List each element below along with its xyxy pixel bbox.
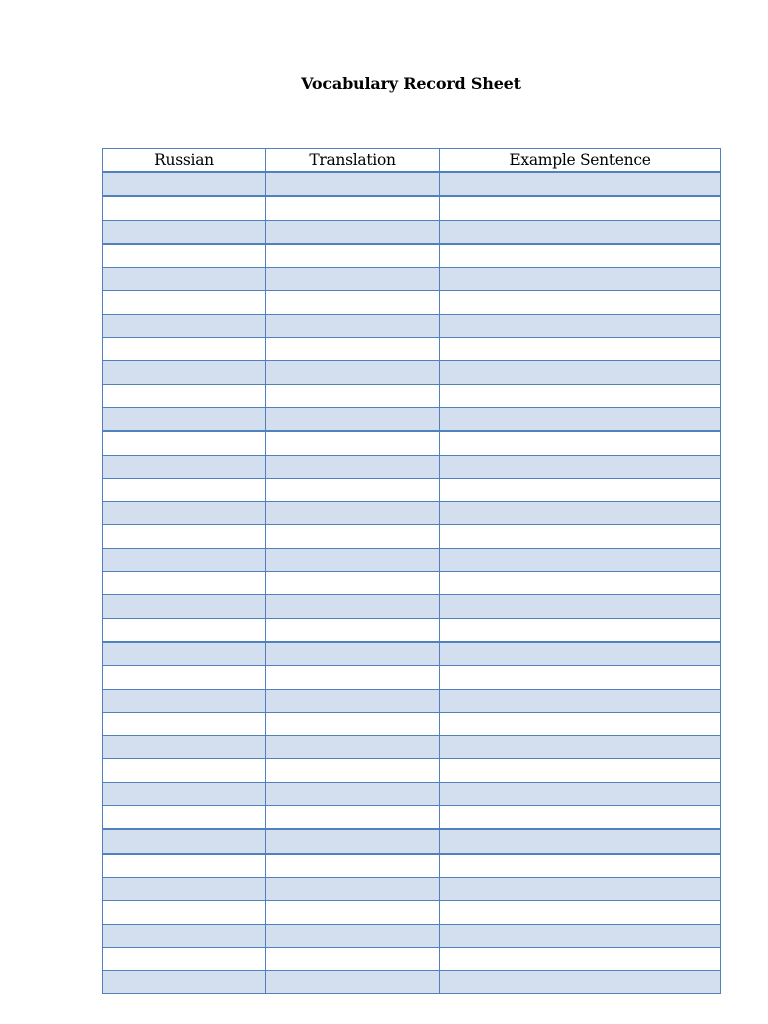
russian-cell[interactable]	[103, 854, 266, 878]
table-row	[103, 407, 721, 431]
example-sentence-cell[interactable]	[440, 901, 721, 924]
table-row	[103, 244, 721, 268]
russian-cell[interactable]	[103, 548, 266, 571]
russian-cell[interactable]	[103, 314, 266, 337]
table-row	[103, 877, 721, 900]
table-row	[103, 361, 721, 384]
example-sentence-cell[interactable]	[440, 314, 721, 337]
table-row	[103, 338, 721, 361]
table-row	[103, 314, 721, 337]
table-row	[103, 268, 721, 291]
table-row	[103, 455, 721, 478]
russian-cell[interactable]	[103, 407, 266, 431]
example-sentence-cell[interactable]	[440, 759, 721, 782]
translation-cell[interactable]	[266, 220, 440, 244]
russian-cell[interactable]	[103, 924, 266, 947]
table-row	[103, 689, 721, 712]
example-sentence-cell[interactable]	[440, 172, 721, 196]
table-row	[103, 666, 721, 689]
example-sentence-cell[interactable]	[440, 291, 721, 314]
column-header-russian: Russian	[103, 149, 266, 173]
translation-cell[interactable]	[266, 172, 440, 196]
translation-cell[interactable]	[266, 618, 440, 642]
russian-cell[interactable]	[103, 618, 266, 642]
translation-cell[interactable]	[266, 338, 440, 361]
russian-cell[interactable]	[103, 244, 266, 268]
table-row	[103, 291, 721, 314]
table-body	[103, 172, 721, 994]
russian-cell[interactable]	[103, 971, 266, 994]
russian-cell[interactable]	[103, 196, 266, 220]
table-row	[103, 478, 721, 501]
example-sentence-cell[interactable]	[440, 268, 721, 291]
russian-cell[interactable]	[103, 759, 266, 782]
translation-cell[interactable]	[266, 595, 440, 618]
table-row	[103, 736, 721, 759]
table-row	[103, 806, 721, 830]
translation-cell[interactable]	[266, 478, 440, 501]
russian-cell[interactable]	[103, 642, 266, 666]
translation-cell[interactable]	[266, 877, 440, 900]
example-sentence-cell[interactable]	[440, 338, 721, 361]
translation-cell[interactable]	[266, 196, 440, 220]
example-sentence-cell[interactable]	[440, 431, 721, 455]
example-sentence-cell[interactable]	[440, 220, 721, 244]
example-sentence-cell[interactable]	[440, 877, 721, 900]
table-row	[103, 618, 721, 642]
translation-cell[interactable]	[266, 525, 440, 548]
example-sentence-cell[interactable]	[440, 829, 721, 853]
example-sentence-cell[interactable]	[440, 595, 721, 618]
example-sentence-cell[interactable]	[440, 947, 721, 970]
table-row	[103, 431, 721, 455]
translation-cell[interactable]	[266, 502, 440, 525]
example-sentence-cell[interactable]	[440, 407, 721, 431]
russian-cell[interactable]	[103, 806, 266, 830]
example-sentence-cell[interactable]	[440, 244, 721, 268]
example-sentence-cell[interactable]	[440, 455, 721, 478]
translation-cell[interactable]	[266, 314, 440, 337]
russian-cell[interactable]	[103, 455, 266, 478]
translation-cell[interactable]	[266, 548, 440, 571]
russian-cell[interactable]	[103, 712, 266, 735]
russian-cell[interactable]	[103, 689, 266, 712]
translation-cell[interactable]	[266, 244, 440, 268]
table-row	[103, 901, 721, 924]
table-row	[103, 220, 721, 244]
translation-cell[interactable]	[266, 572, 440, 595]
example-sentence-cell[interactable]	[440, 618, 721, 642]
table-row	[103, 712, 721, 735]
page-title: Vocabulary Record Sheet	[301, 74, 521, 93]
translation-cell[interactable]	[266, 666, 440, 689]
example-sentence-cell[interactable]	[440, 525, 721, 548]
russian-cell[interactable]	[103, 361, 266, 384]
translation-cell[interactable]	[266, 291, 440, 314]
translation-cell[interactable]	[266, 712, 440, 735]
russian-cell[interactable]	[103, 877, 266, 900]
russian-cell[interactable]	[103, 268, 266, 291]
translation-cell[interactable]	[266, 268, 440, 291]
russian-cell[interactable]	[103, 829, 266, 853]
table-row	[103, 595, 721, 618]
russian-cell[interactable]	[103, 220, 266, 244]
translation-cell[interactable]	[266, 384, 440, 407]
translation-cell[interactable]	[266, 689, 440, 712]
translation-cell[interactable]	[266, 642, 440, 666]
russian-cell[interactable]	[103, 901, 266, 924]
table-row	[103, 572, 721, 595]
translation-cell[interactable]	[266, 361, 440, 384]
table-row	[103, 759, 721, 782]
table-row	[103, 971, 721, 994]
russian-cell[interactable]	[103, 782, 266, 805]
translation-cell[interactable]	[266, 407, 440, 431]
table-row	[103, 525, 721, 548]
russian-cell[interactable]	[103, 502, 266, 525]
russian-cell[interactable]	[103, 478, 266, 501]
column-header-translation: Translation	[266, 149, 440, 173]
russian-cell[interactable]	[103, 172, 266, 196]
translation-cell[interactable]	[266, 971, 440, 994]
russian-cell[interactable]	[103, 431, 266, 455]
example-sentence-cell[interactable]	[440, 782, 721, 805]
table-row	[103, 384, 721, 407]
translation-cell[interactable]	[266, 924, 440, 947]
table-row	[103, 782, 721, 805]
russian-cell[interactable]	[103, 666, 266, 689]
russian-cell[interactable]	[103, 338, 266, 361]
table-row	[103, 854, 721, 878]
table-row	[103, 947, 721, 970]
translation-cell[interactable]	[266, 736, 440, 759]
example-sentence-cell[interactable]	[440, 806, 721, 830]
translation-cell[interactable]	[266, 782, 440, 805]
russian-cell[interactable]	[103, 947, 266, 970]
example-sentence-cell[interactable]	[440, 361, 721, 384]
example-sentence-cell[interactable]	[440, 689, 721, 712]
table-row	[103, 924, 721, 947]
translation-cell[interactable]	[266, 455, 440, 478]
example-sentence-cell[interactable]	[440, 924, 721, 947]
russian-cell[interactable]	[103, 525, 266, 548]
russian-cell[interactable]	[103, 384, 266, 407]
example-sentence-cell[interactable]	[440, 384, 721, 407]
translation-cell[interactable]	[266, 759, 440, 782]
table-header-row	[103, 149, 721, 173]
example-sentence-cell[interactable]	[440, 478, 721, 501]
example-sentence-cell[interactable]	[440, 712, 721, 735]
translation-cell[interactable]	[266, 431, 440, 455]
russian-cell[interactable]	[103, 736, 266, 759]
table-row	[103, 172, 721, 196]
column-header-example-sentence: Example Sentence	[440, 149, 721, 173]
example-sentence-cell[interactable]	[440, 971, 721, 994]
example-sentence-cell[interactable]	[440, 666, 721, 689]
table-row	[103, 502, 721, 525]
table-row	[103, 829, 721, 853]
translation-cell[interactable]	[266, 806, 440, 830]
example-sentence-cell[interactable]	[440, 548, 721, 571]
example-sentence-cell[interactable]	[440, 196, 721, 220]
table-row	[103, 548, 721, 571]
translation-cell[interactable]	[266, 947, 440, 970]
russian-cell[interactable]	[103, 572, 266, 595]
table-row	[103, 196, 721, 220]
example-sentence-cell[interactable]	[440, 502, 721, 525]
russian-cell[interactable]	[103, 291, 266, 314]
translation-cell[interactable]	[266, 901, 440, 924]
example-sentence-cell[interactable]	[440, 642, 721, 666]
vocabulary-table	[102, 148, 721, 994]
example-sentence-cell[interactable]	[440, 736, 721, 759]
example-sentence-cell[interactable]	[440, 572, 721, 595]
translation-cell[interactable]	[266, 854, 440, 878]
example-sentence-cell[interactable]	[440, 854, 721, 878]
table-row	[103, 642, 721, 666]
translation-cell[interactable]	[266, 829, 440, 853]
russian-cell[interactable]	[103, 595, 266, 618]
